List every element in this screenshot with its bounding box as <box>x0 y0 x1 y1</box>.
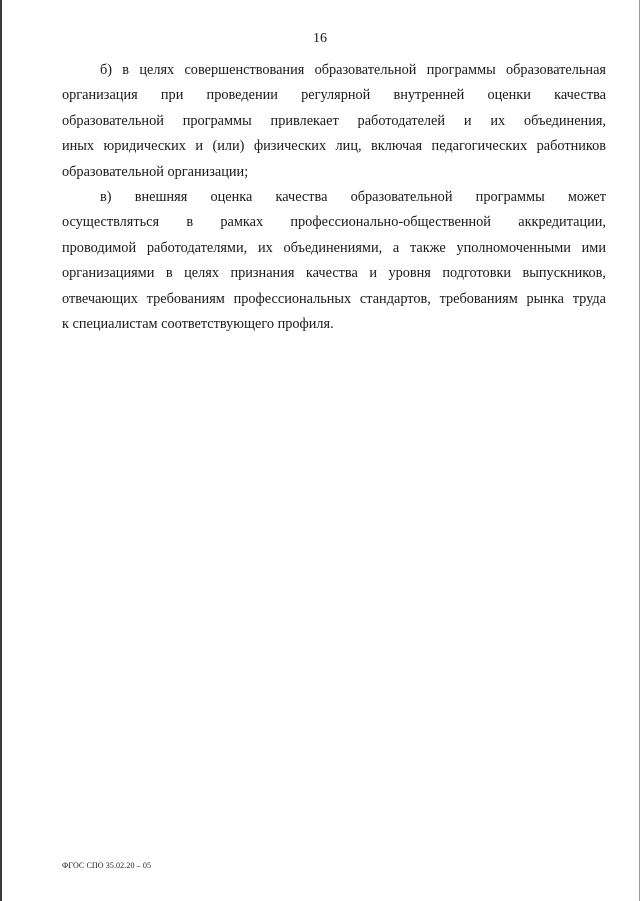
paragraph-b-line: образовательной программы привлекает работодателей и их объединения, <box>62 112 606 129</box>
paragraph-b-line: образовательной организации; <box>62 163 249 180</box>
paragraph-v-line: проводимой работодателями, их объединениями, а также уполномоченными ими <box>62 239 606 256</box>
paragraph-b-line: иных юридических и (или) физических лиц, включая педагогических работников <box>62 138 606 155</box>
paragraph-v-line: к специалистам соответствующего профиля. <box>62 315 334 332</box>
paragraph-b-line: б) в целях совершенствования образовательной программы образовательная <box>100 62 606 78</box>
scan-left-edge <box>0 0 2 901</box>
footer-standard-code: ФГОС СПО 35.02.20 – 05 <box>62 861 152 870</box>
page-number: 16 <box>313 31 327 46</box>
paragraph-b-line: организация при проведении регулярной внутренней оценки качества <box>62 87 606 104</box>
paragraph-v-line: организациями в целях признания качества и уровня подготовки выпускников, <box>62 265 606 282</box>
body-text <box>62 58 606 337</box>
paragraph-v-line: в) внешняя оценка качества образовательной программы может <box>100 188 606 205</box>
paragraph-v-line: осуществляться в рамках профессионально-общественной аккредитации, <box>62 214 606 231</box>
paragraph-v-line: отвечающих требованиям профессиональных стандартов, требованиям рынка труда <box>62 290 606 307</box>
